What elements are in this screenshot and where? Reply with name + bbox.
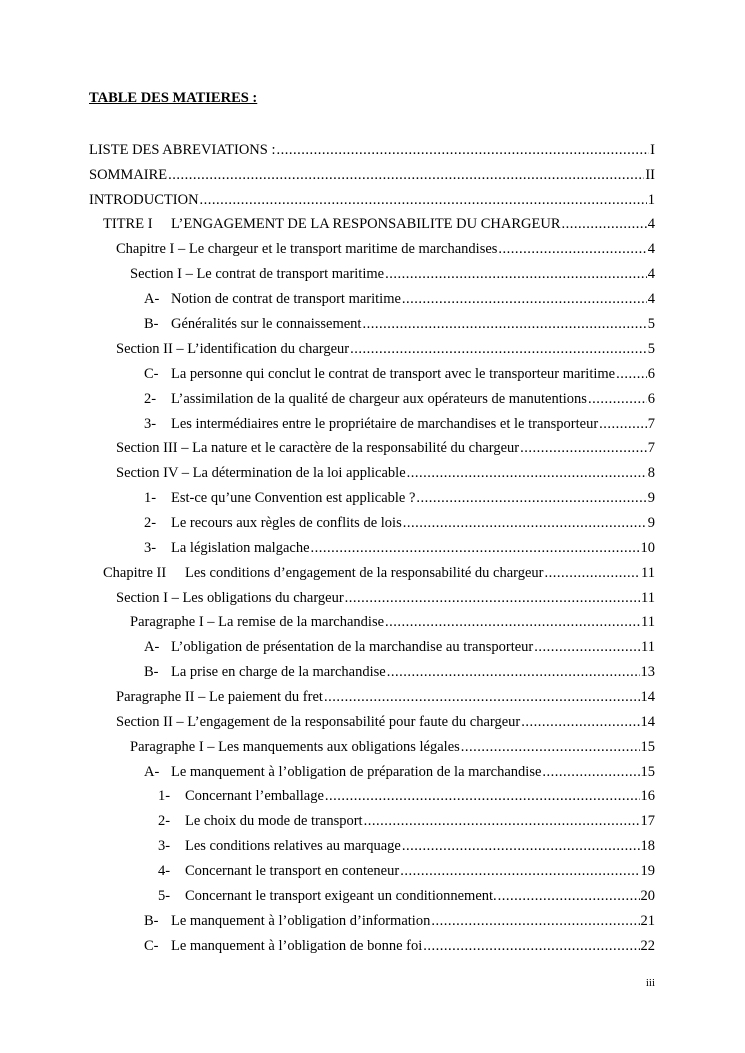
toc-entry (144, 290, 655, 308)
toc-entry (116, 439, 655, 457)
toc-dot-leader (403, 514, 647, 532)
toc-entry-page: 20 (640, 888, 655, 904)
toc-dot-leader (402, 837, 640, 855)
toc-entry-label: Concernant le transport exigeant un conditionnement. (185, 888, 497, 904)
toc-entry-label: Chapitre I – Le chargeur et le transport maritime de marchandises (116, 241, 498, 257)
toc-entry-marker: B- (144, 316, 159, 332)
toc-entry (158, 887, 655, 905)
toc-entry-marker: B- (144, 664, 159, 680)
toc-entry-page: 15 (640, 764, 655, 780)
toc-entry-page: 16 (640, 788, 655, 804)
toc-entry-label: Section I – Les obligations du chargeur (116, 590, 344, 606)
toc-entry-marker: 3- (144, 540, 157, 556)
toc-dot-leader (364, 812, 640, 830)
toc-dot-leader (534, 638, 640, 656)
toc-entry-label: Notion de contrat de transport maritime (171, 291, 401, 307)
toc-dot-leader (407, 464, 647, 482)
toc-entry-label: LISTE DES ABREVIATIONS : (89, 142, 276, 158)
toc-entry-label: Concernant l’emballage (185, 788, 324, 804)
toc-entry-label: SOMMAIRE (89, 167, 168, 183)
toc-entry (89, 191, 655, 209)
toc-entry (130, 738, 655, 756)
toc-entry-label: Section III – La nature et le caractère de la responsabilité du chargeur (116, 440, 520, 456)
toc-entry-marker: B- (144, 913, 159, 929)
toc-entry-label: Le recours aux règles de conflits de lois (171, 515, 402, 531)
toc-entry-label: Paragraphe II – Le paiement du fret (116, 689, 323, 705)
toc-entry-label: L’ENGAGEMENT DE LA RESPONSABILITE DU CHARGEUR (171, 216, 561, 232)
toc-entry-marker: C- (144, 366, 159, 382)
toc-entry-marker: 1- (144, 490, 157, 506)
toc-entry (144, 415, 655, 433)
toc-entry-label: Le manquement à l’obligation de bonne foi (171, 938, 423, 954)
toc-entry (130, 613, 655, 631)
toc-entry-label: INTRODUCTION (89, 192, 199, 208)
toc-entry-page: 4 (647, 291, 655, 307)
toc-dot-leader (416, 489, 646, 507)
toc-entry-page: 1 (647, 192, 655, 208)
toc-entry (144, 663, 655, 681)
toc-entry-label: Section II – L’engagement de la responsabilité pour faute du chargeur (116, 714, 521, 730)
toc-entry (144, 937, 655, 955)
toc-entry-marker: 2- (158, 813, 171, 829)
toc-dot-leader (277, 141, 650, 159)
toc-dot-leader (599, 415, 647, 433)
toc-entry-page: 6 (647, 391, 655, 407)
toc-entry-label: Section IV – La détermination de la loi applicable (116, 465, 406, 481)
toc-dot-leader (423, 937, 639, 955)
toc-entry-label: Le manquement à l’obligation d’information (171, 913, 431, 929)
toc-entry-page: 10 (640, 540, 655, 556)
toc-entry-page: 11 (641, 614, 655, 630)
toc-entry-label: La législation malgache (171, 540, 310, 556)
toc-entry (144, 514, 655, 532)
toc-entry-page: 4 (647, 241, 655, 257)
toc-dot-leader (616, 365, 647, 383)
toc-entry-page: 17 (640, 813, 655, 829)
toc-entry-page: 11 (641, 639, 655, 655)
toc-entry (116, 589, 655, 607)
toc-entry-label: Paragraphe I – Les manquements aux obligations légales (130, 739, 460, 755)
toc-entry-page: 4 (647, 216, 655, 232)
toc-entry-page: II (645, 167, 655, 183)
toc-dot-leader (345, 589, 640, 607)
toc-entry (158, 837, 655, 855)
toc-entry-page: 4 (647, 266, 655, 282)
toc-entry-label: Le manquement à l’obligation de préparation de la marchandise (171, 764, 542, 780)
toc-entry-label: Généralités sur le connaissement (171, 316, 362, 332)
toc-entry (144, 489, 655, 507)
toc-entry-marker: 1- (158, 788, 171, 804)
toc-entry (103, 564, 655, 582)
toc-dot-leader (385, 613, 640, 631)
toc-entry-page: 21 (640, 913, 655, 929)
toc-dot-leader (400, 862, 639, 880)
toc-entry-label: Les intermédiaires entre le propriétaire de marchandises et le transporteur (171, 416, 599, 432)
toc-dot-leader (325, 787, 640, 805)
toc-entry-marker: TITRE I (103, 216, 153, 232)
toc-dot-leader (461, 738, 640, 756)
toc-entry-marker: 3- (144, 416, 157, 432)
toc-dot-leader (168, 166, 644, 184)
toc-entry-page: I (650, 142, 655, 158)
toc-entry-page: 15 (640, 739, 655, 755)
toc-entry-label: L’obligation de présentation de la marchandise au transporteur (171, 639, 534, 655)
toc-entry (103, 215, 655, 233)
toc-entry-page: 19 (640, 863, 655, 879)
toc-heading: TABLE DES MATIERES : (89, 90, 258, 106)
toc-entry (144, 539, 655, 557)
toc-entry-marker: A- (144, 764, 160, 780)
toc-entry-label: Paragraphe I – La remise de la marchandise (130, 614, 385, 630)
toc-entry (158, 812, 655, 830)
toc-entry (158, 787, 655, 805)
toc-dot-leader (387, 663, 640, 681)
toc-entry (144, 638, 655, 656)
toc-entry (144, 390, 655, 408)
toc-dot-leader (498, 240, 646, 258)
toc-dot-leader (520, 439, 647, 457)
toc-entry (89, 166, 655, 184)
toc-entry-label: Est-ce qu’une Convention est applicable ? (171, 490, 416, 506)
toc-entry-page: 9 (647, 515, 655, 531)
toc-entry-marker: 2- (144, 391, 157, 407)
toc-entry-page: 22 (640, 938, 655, 954)
toc-dot-leader (324, 688, 640, 706)
toc-entry-marker: 2- (144, 515, 157, 531)
toc-entry-page: 7 (647, 416, 655, 432)
toc-dot-leader (402, 290, 647, 308)
toc-entry-marker: Chapitre II (103, 565, 167, 581)
toc-dot-leader (521, 713, 639, 731)
toc-entry-marker: A- (144, 291, 160, 307)
toc-entry-page: 6 (647, 366, 655, 382)
toc-entry-page: 11 (641, 590, 655, 606)
toc-entry-page: 9 (647, 490, 655, 506)
toc-entry-page: 8 (647, 465, 655, 481)
toc-entry (116, 464, 655, 482)
toc-entry (116, 688, 655, 706)
toc-entry-label: Les conditions d’engagement de la responsabilité du chargeur (185, 565, 544, 581)
toc-entry (89, 141, 655, 159)
toc-entry-label: Section I – Le contrat de transport maritime (130, 266, 385, 282)
toc-dot-leader (498, 887, 640, 905)
toc-entry-page: 13 (640, 664, 655, 680)
toc-entry (144, 763, 655, 781)
toc-entry-marker: C- (144, 938, 159, 954)
toc-entry-label: Section II – L’identification du chargeur (116, 341, 350, 357)
toc-entry (158, 862, 655, 880)
toc-dot-leader (200, 191, 647, 209)
toc-entry (144, 365, 655, 383)
toc-dot-leader (362, 315, 646, 333)
toc-entry (116, 340, 655, 358)
toc-entry-page: 11 (641, 565, 655, 581)
toc-entry-marker: 3- (158, 838, 171, 854)
toc-dot-leader (350, 340, 647, 358)
toc-entry-label: Le choix du mode de transport (185, 813, 363, 829)
toc-dot-leader (542, 763, 639, 781)
toc-entry-label: Les conditions relatives au marquage (185, 838, 401, 854)
toc-entry-page: 18 (640, 838, 655, 854)
toc-entry-marker: 4- (158, 863, 171, 879)
toc-dot-leader (385, 265, 647, 283)
toc-dot-leader (588, 390, 647, 408)
toc-entry-label: La personne qui conclut le contrat de transport avec le transporteur maritime (171, 366, 616, 382)
toc-dot-leader (311, 539, 640, 557)
toc-entry-marker: A- (144, 639, 160, 655)
toc-entry-label: L’assimilation de la qualité de chargeur aux opérateurs de manutentions (171, 391, 587, 407)
toc-entry-page: 14 (640, 689, 655, 705)
toc-dot-leader (562, 215, 647, 233)
toc-entry-page: 5 (647, 316, 655, 332)
toc-entry (116, 713, 655, 731)
toc-entry-page: 5 (647, 341, 655, 357)
toc-entry (144, 912, 655, 930)
toc-entry-marker: 5- (158, 888, 171, 904)
toc-entry-label: Concernant le transport en conteneur (185, 863, 400, 879)
toc-dot-leader (431, 912, 639, 930)
toc-entry-page: 14 (640, 714, 655, 730)
toc-entry (116, 240, 655, 258)
toc-entry (144, 315, 655, 333)
toc-dot-leader (545, 564, 641, 582)
toc-entry-label: La prise en charge de la marchandise (171, 664, 386, 680)
toc-entry-page: 7 (647, 440, 655, 456)
toc-entry (130, 265, 655, 283)
page-number: iii (645, 977, 655, 989)
